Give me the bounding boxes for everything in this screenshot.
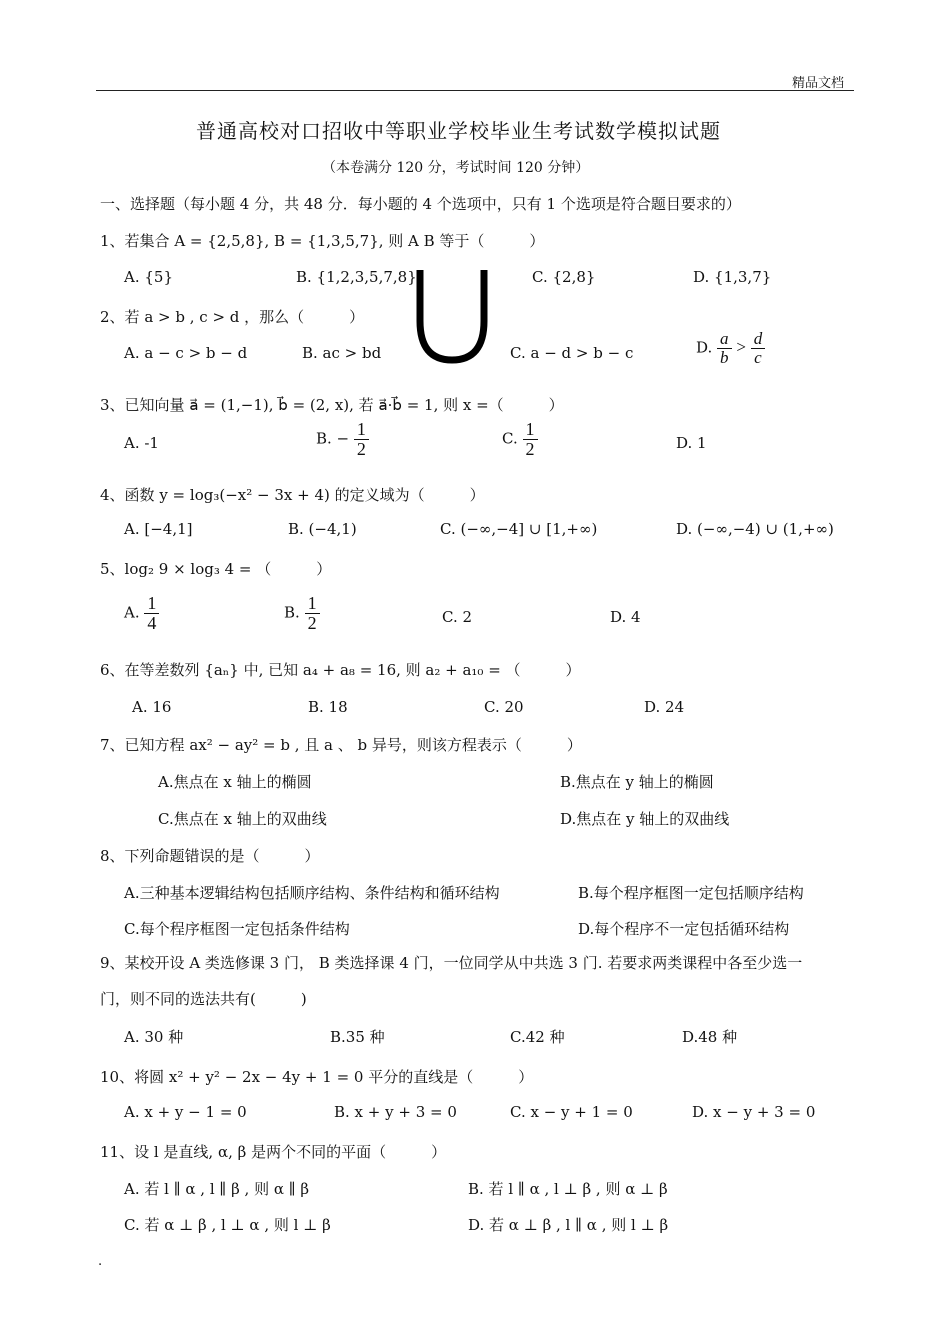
option-6a: A. 16: [132, 698, 172, 716]
greater-than-sign: >: [736, 337, 746, 357]
option-5a: [124, 594, 159, 633]
question-4: [100, 484, 485, 505]
fraction: $\frac{1}{4}$: [144, 594, 159, 633]
question-2: [100, 306, 364, 327]
fraction: $\frac{1}{2}$: [523, 420, 538, 459]
option-3b: [316, 420, 369, 459]
option-1a: A. {5}: [124, 268, 173, 286]
question-8: [100, 845, 320, 866]
option-label: C.: [502, 429, 518, 448]
question-number: 9、: [100, 954, 125, 972]
page-subtitle: （本卷满分 120 分，考试时间 120 分钟）: [322, 160, 590, 176]
option-10d: D. x − y + 3 = 0: [692, 1103, 816, 1121]
question-text: 将圆 x² + y² − 2x − 4y + 1 = 0 平分的直线是（ ）: [134, 1068, 534, 1086]
option-9a: A. 30 种: [124, 1028, 184, 1046]
option-9c: C.42 种: [510, 1028, 565, 1046]
option-label: B.: [284, 603, 300, 622]
question-number: 10、: [100, 1068, 135, 1086]
question-text: 若 a > b , c > d ，那么（ ）: [124, 308, 365, 326]
fraction: $\frac{d}{c}$: [751, 330, 766, 367]
question-5: [100, 558, 331, 579]
option-11b: B. 若 l ∥ α , l ⊥ β , 则 α ⊥ β: [468, 1180, 668, 1198]
option-7a: A.焦点在 x 轴上的椭圆: [158, 773, 312, 791]
question-number: 11、: [100, 1143, 135, 1161]
question-number: 2、: [100, 308, 125, 326]
option-1c: C. {2,8}: [532, 268, 596, 286]
page-title: 普通高校对口招收中等职业学校毕业生考试数学模拟试题: [196, 119, 721, 143]
option-11d: D. 若 α ⊥ β , l ∥ α , 则 l ⊥ β: [468, 1216, 669, 1234]
option-9d: D.48 种: [682, 1028, 738, 1046]
option-8b: B.每个程序框图一定包括顺序结构: [578, 884, 804, 902]
option-6c: C. 20: [484, 698, 524, 716]
option-7b: B.焦点在 y 轴上的椭圆: [560, 773, 714, 791]
option-7c: C.焦点在 x 轴上的双曲线: [158, 810, 327, 828]
question-10: [100, 1066, 533, 1087]
option-8a: A.三种基本逻辑结构包括顺序结构、条件结构和循环结构: [124, 884, 500, 902]
option-2a: A. a − c > b − d: [124, 344, 248, 362]
option-1d: D. {1,3,7}: [693, 268, 772, 286]
option-3a: A. -1: [124, 434, 159, 452]
question-1: [100, 230, 544, 251]
option-4d: D. (−∞,−4) ∪ (1,+∞): [676, 520, 834, 538]
question-number: 6、: [100, 661, 125, 679]
option-9b: B.35 种: [330, 1028, 385, 1046]
option-11c: C. 若 α ⊥ β , l ⊥ α , 则 l ⊥ β: [124, 1216, 331, 1234]
question-text: 若集合 A = {2,5,8}, B = {1,3,5,7}, 则 A B 等于（ ）: [124, 232, 545, 250]
header-rule: [96, 90, 854, 91]
option-5d: D. 4: [610, 608, 641, 626]
question-3: [100, 394, 564, 415]
option-label: A.: [124, 603, 140, 622]
question-number: 7、: [100, 736, 125, 754]
question-number: 4、: [100, 486, 125, 504]
option-10c: C. x − y + 1 = 0: [510, 1103, 633, 1121]
question-7: [100, 734, 582, 755]
option-label: B. −: [316, 429, 350, 448]
option-3c: [502, 420, 538, 459]
option-6d: D. 24: [644, 698, 685, 716]
question-text: 已知向量 a⃗ = (1,−1), b⃗ = (2, x), 若 a⃗·b⃗ = 1, 则 x =（ ）: [124, 396, 564, 414]
question-11: [100, 1141, 446, 1162]
question-text: 设 l 是直线, α, β 是两个不同的平面（ ）: [134, 1143, 447, 1161]
fraction: $\frac{a}{b}$: [717, 330, 732, 367]
fraction: $\frac{1}{2}$: [305, 594, 320, 633]
question-text: 已知方程 ax² − ay² = b , 且 a 、 b 异号，则该方程表示（ ）: [124, 736, 582, 754]
option-11a: A. 若 l ∥ α , l ∥ β , 则 α ∥ β: [124, 1180, 310, 1198]
option-label: D.: [696, 338, 713, 357]
question-number: 3、: [100, 396, 125, 414]
question-text: 下列命题错误的是（ ）: [124, 847, 320, 865]
option-8c: C.每个程序框图一定包括条件结构: [124, 920, 350, 938]
option-5c: C. 2: [442, 608, 473, 626]
question-text: 某校开设 A 类选修课 3 门， B 类选择课 4 门，一位同学从中共选 3 门. 若要求两类课程中各至少选一: [124, 954, 803, 972]
option-6b: B. 18: [308, 698, 348, 716]
question-text: log₂ 9 × log₃ 4 = （ ）: [124, 560, 332, 578]
question-6: [100, 659, 581, 680]
option-2d: [696, 330, 765, 367]
option-10a: A. x + y − 1 = 0: [124, 1103, 247, 1121]
union-symbol-icon: [412, 266, 492, 366]
question-number: 8、: [100, 847, 125, 865]
option-4a: A. [−4,1]: [124, 520, 193, 538]
section-heading: 一、选择题（每小题 4 分，共 48 分．每小题的 4 个选项中，只有 1 个选项是符合题目要求的）: [100, 195, 741, 213]
option-2b: B. ac > bd: [302, 344, 382, 362]
option-8d: D.每个程序不一定包括循环结构: [578, 920, 790, 938]
question-text: 在等差数列 {aₙ} 中, 已知 a₄ + a₈ = 16, 则 a₂ + a₁₀ = （ ）: [124, 661, 581, 679]
option-10b: B. x + y + 3 = 0: [334, 1103, 457, 1121]
question-9-cont: 门，则不同的选法共有( ): [100, 990, 307, 1008]
option-4b: B. (−4,1): [288, 520, 357, 538]
question-number: 5、: [100, 560, 125, 578]
option-7d: D.焦点在 y 轴上的双曲线: [560, 810, 730, 828]
header-label: 精品文档: [792, 76, 845, 91]
question-9: [100, 952, 802, 973]
question-text: 函数 y = log₃(−x² − 3x + 4) 的定义域为（ ）: [124, 486, 485, 504]
option-1b: B. {1,2,3,5,7,8}: [296, 268, 417, 286]
option-4c: C. (−∞,−4] ∪ [1,+∞): [440, 520, 598, 538]
option-5b: [284, 594, 320, 633]
question-number: 1、: [100, 232, 125, 250]
option-2c: C. a − d > b − c: [510, 344, 634, 362]
fraction: $\frac{1}{2}$: [354, 420, 369, 459]
footer-mark: .: [98, 1254, 103, 1269]
option-3d: D. 1: [676, 434, 707, 452]
